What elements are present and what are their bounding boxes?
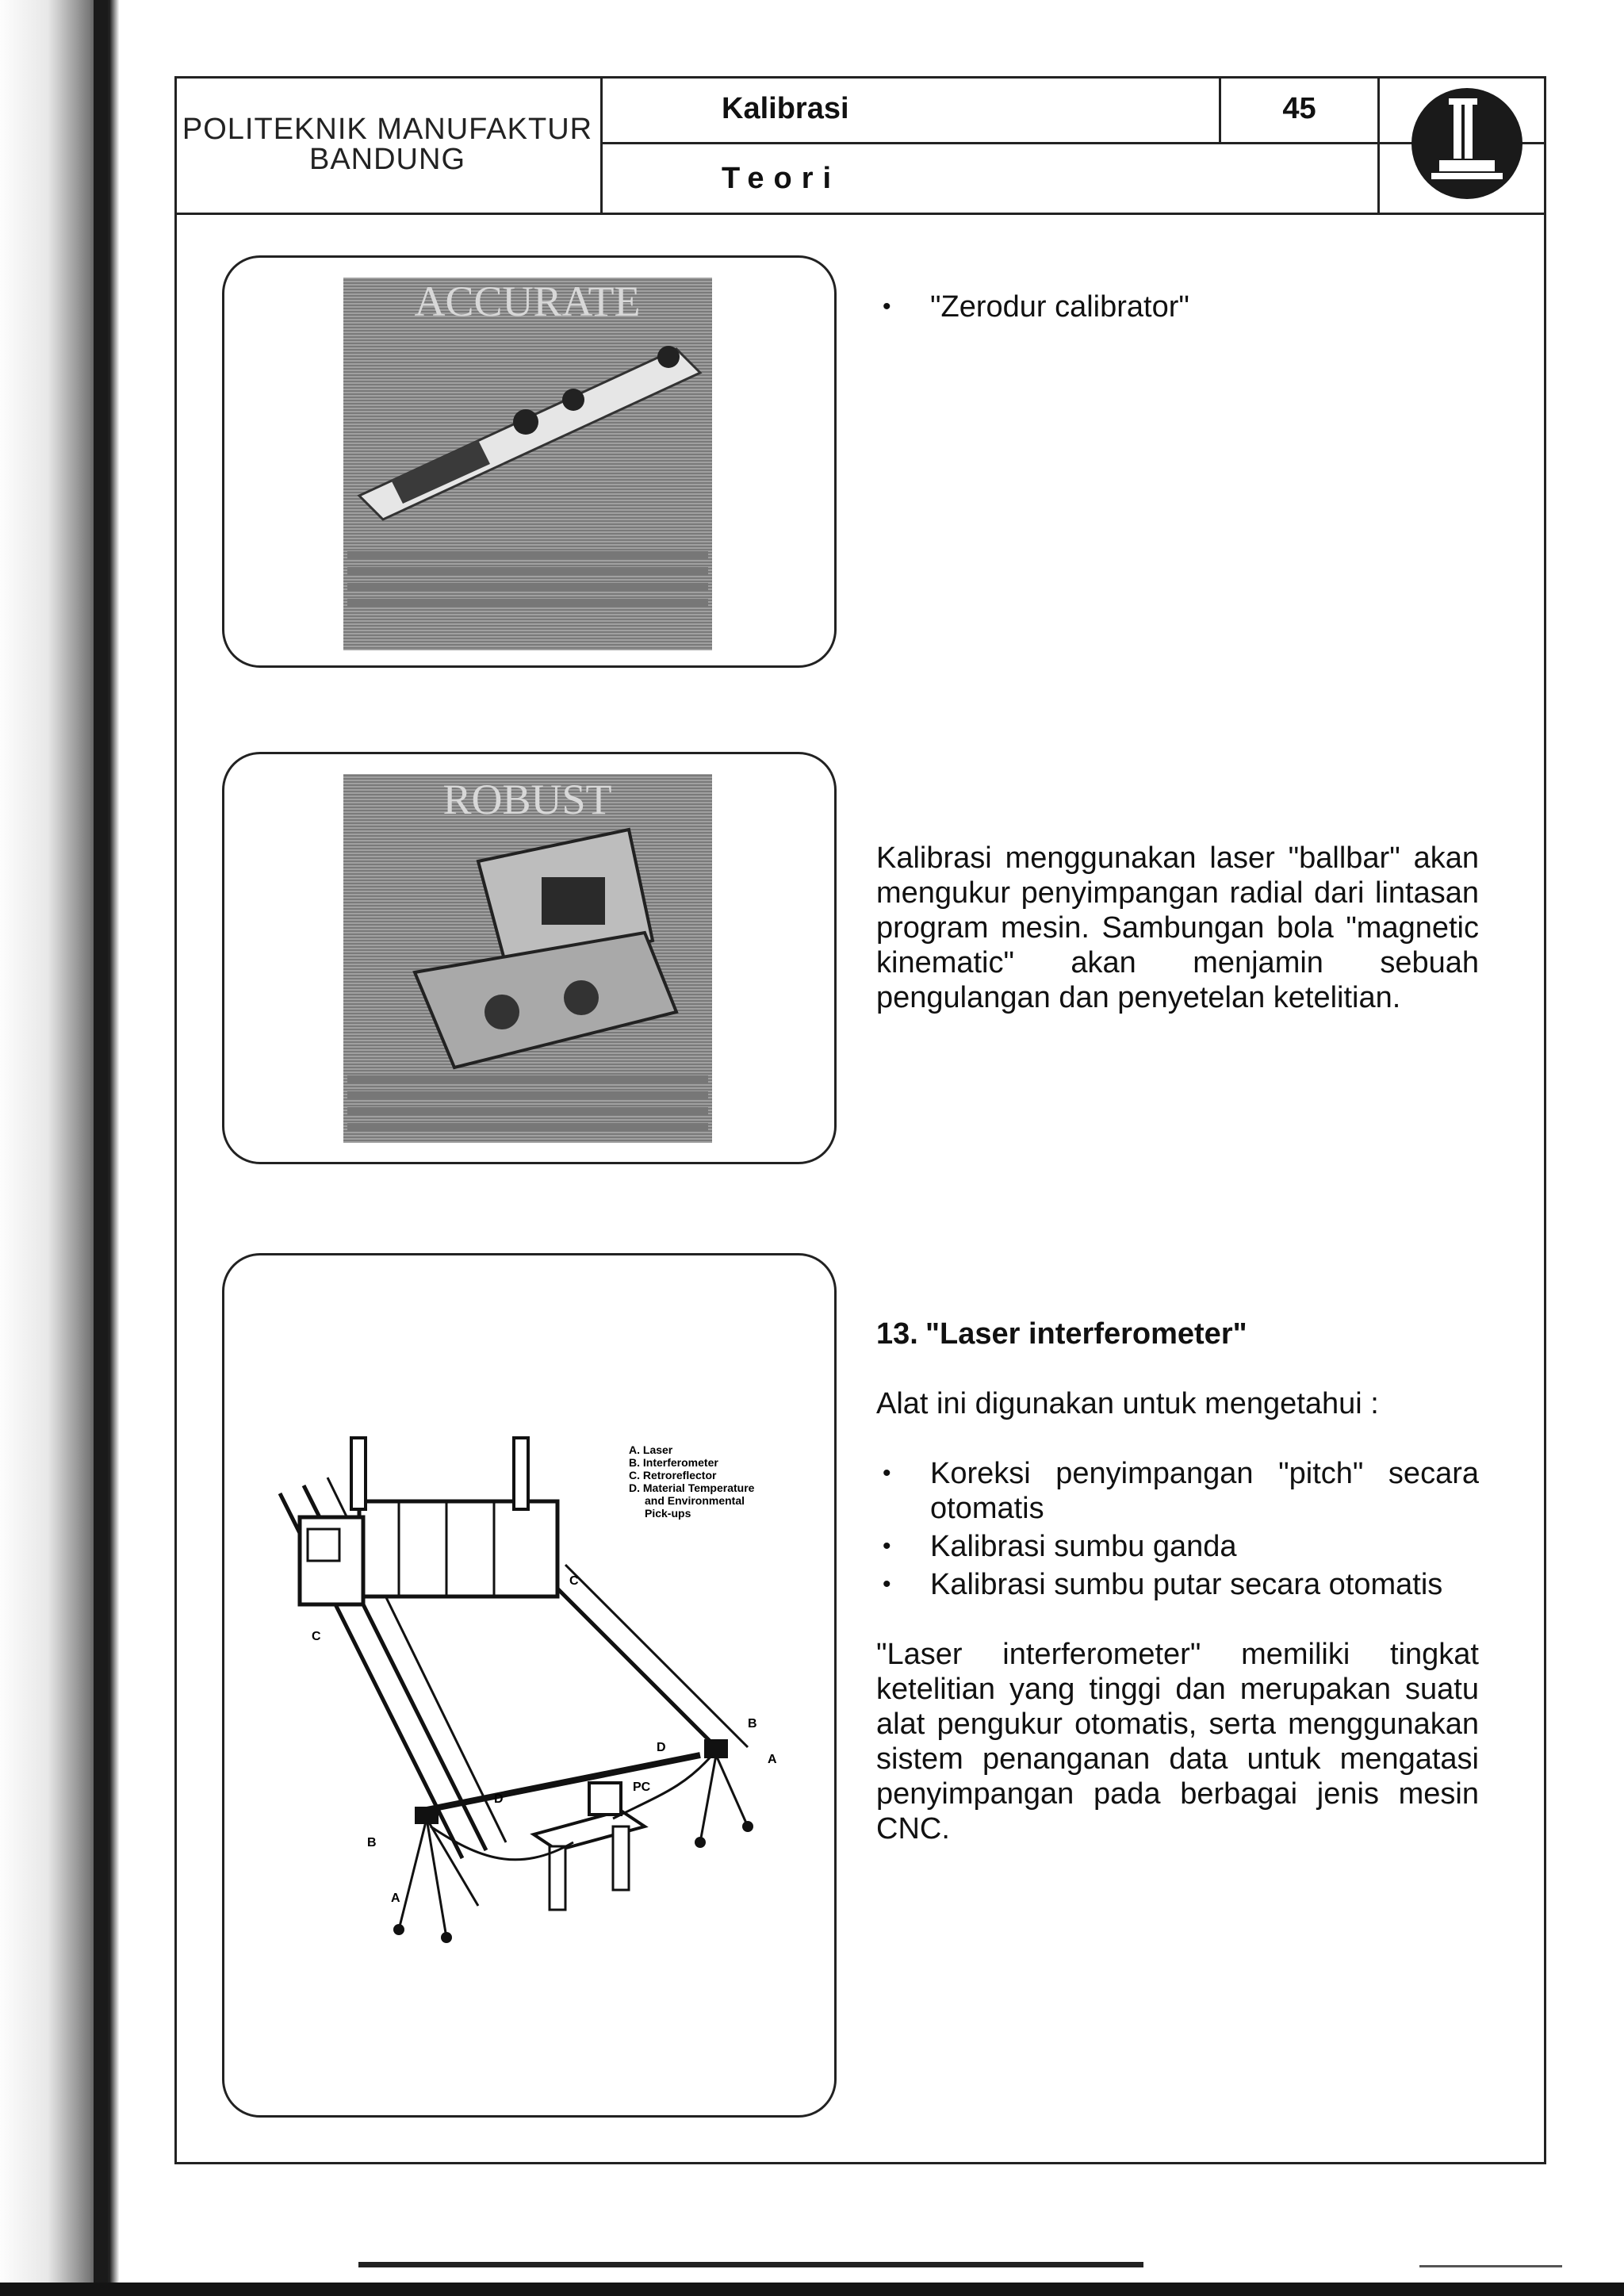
- legend-item: C. Retroreflector: [629, 1469, 717, 1481]
- bullet-icon: •: [883, 293, 891, 320]
- ballbar-illustration: [343, 774, 712, 1143]
- ballbar-paragraph: Kalibrasi menggunakan laser "ballbar" akan mengukur penyimpangan radial dari lintasan program mesin. Sambungan bola "magnetic kinematic" akan menjamin sebuah pengulangan dan penyetelan ketelitian.: [876, 841, 1479, 1014]
- photo-title-accurate: ACCURATE: [414, 278, 641, 325]
- bullet-text: Kalibrasi sumbu putar secara otomatis: [930, 1568, 1443, 1601]
- header-top-row: [603, 76, 1546, 144]
- label-b-left: B: [367, 1836, 377, 1849]
- bullet-icon: •: [883, 1460, 891, 1486]
- page-number: 45: [1221, 76, 1380, 142]
- binding-shadow: [94, 0, 108, 2296]
- laser-section: [876, 1317, 1479, 1846]
- zerodur-bullet: [876, 289, 1479, 324]
- bullet-icon: •: [883, 1533, 891, 1559]
- list-item: [876, 1529, 1479, 1564]
- photo-title-robust: ROBUST: [442, 776, 612, 823]
- closing-paragraph: "Laser interferometer" memiliki tingkat ketelitian yang tinggi dan merupakan suatu alat pengukur otomatis, serta menggunakan sistem penanganan data untuk mengatasi penyimpangan pada berbagai jenis mesin CNC.: [876, 1638, 1479, 1846]
- bullet-text: Koreksi penyimpangan "pitch" secara otomatis: [930, 1457, 1479, 1525]
- figure-panel-ballbar: [222, 752, 837, 1164]
- legend-item: B. Interferometer: [629, 1456, 718, 1469]
- figure-panel-laser-interferometer: [222, 1253, 837, 2118]
- label-d-right: D: [657, 1741, 666, 1754]
- list-item: [876, 1456, 1479, 1526]
- legend-item: and Environmental: [645, 1494, 745, 1507]
- institution-name: [174, 76, 603, 213]
- section-heading: [876, 1317, 1479, 1351]
- zerodur-illustration: [343, 278, 712, 650]
- zerodur-label: "Zerodur calibrator": [930, 290, 1189, 324]
- subject-title: Kalibrasi: [603, 76, 1221, 142]
- section-number: 13.: [876, 1317, 918, 1351]
- institution-logo-icon: [1408, 84, 1526, 203]
- footer-rule-right: [1419, 2265, 1562, 2267]
- bullet-text: Kalibrasi sumbu ganda: [930, 1530, 1237, 1563]
- intro-text: Alat ini digunakan untuk mengetahui :: [876, 1387, 1379, 1420]
- figure-panel-zerodur: [222, 255, 837, 668]
- label-a-left: A: [391, 1892, 400, 1905]
- zerodur-calibrator-photo: [343, 278, 712, 650]
- footer-rule: [358, 2262, 1143, 2267]
- label-pc: PC: [633, 1780, 651, 1794]
- bullet-icon: •: [883, 1571, 891, 1597]
- section-title: "Laser interferometer": [925, 1317, 1247, 1351]
- section-label: Teori: [603, 144, 1380, 213]
- label-d-left: D: [494, 1792, 504, 1806]
- list-item: [876, 1567, 1479, 1602]
- legend-item: A. Laser: [629, 1443, 673, 1456]
- label-b-right: B: [748, 1717, 757, 1731]
- laser-interferometer-diagram: [240, 1414, 823, 2009]
- page-header: [174, 76, 1546, 215]
- ballbar-case-photo: [343, 774, 712, 1143]
- list-item: [876, 289, 1479, 324]
- bottom-edge: [0, 2283, 1624, 2296]
- institution-line-2: BANDUNG: [308, 143, 466, 176]
- legend-item: Pick-ups: [645, 1507, 691, 1520]
- label-c-right: C: [569, 1574, 579, 1588]
- label-c-left: C: [312, 1630, 321, 1643]
- legend-item: D. Material Temperature: [629, 1481, 755, 1494]
- institution-line-1: POLITEKNIK MANUFAKTUR: [182, 113, 593, 146]
- label-a-right: A: [768, 1753, 777, 1766]
- diagram-legend: [629, 1443, 755, 1520]
